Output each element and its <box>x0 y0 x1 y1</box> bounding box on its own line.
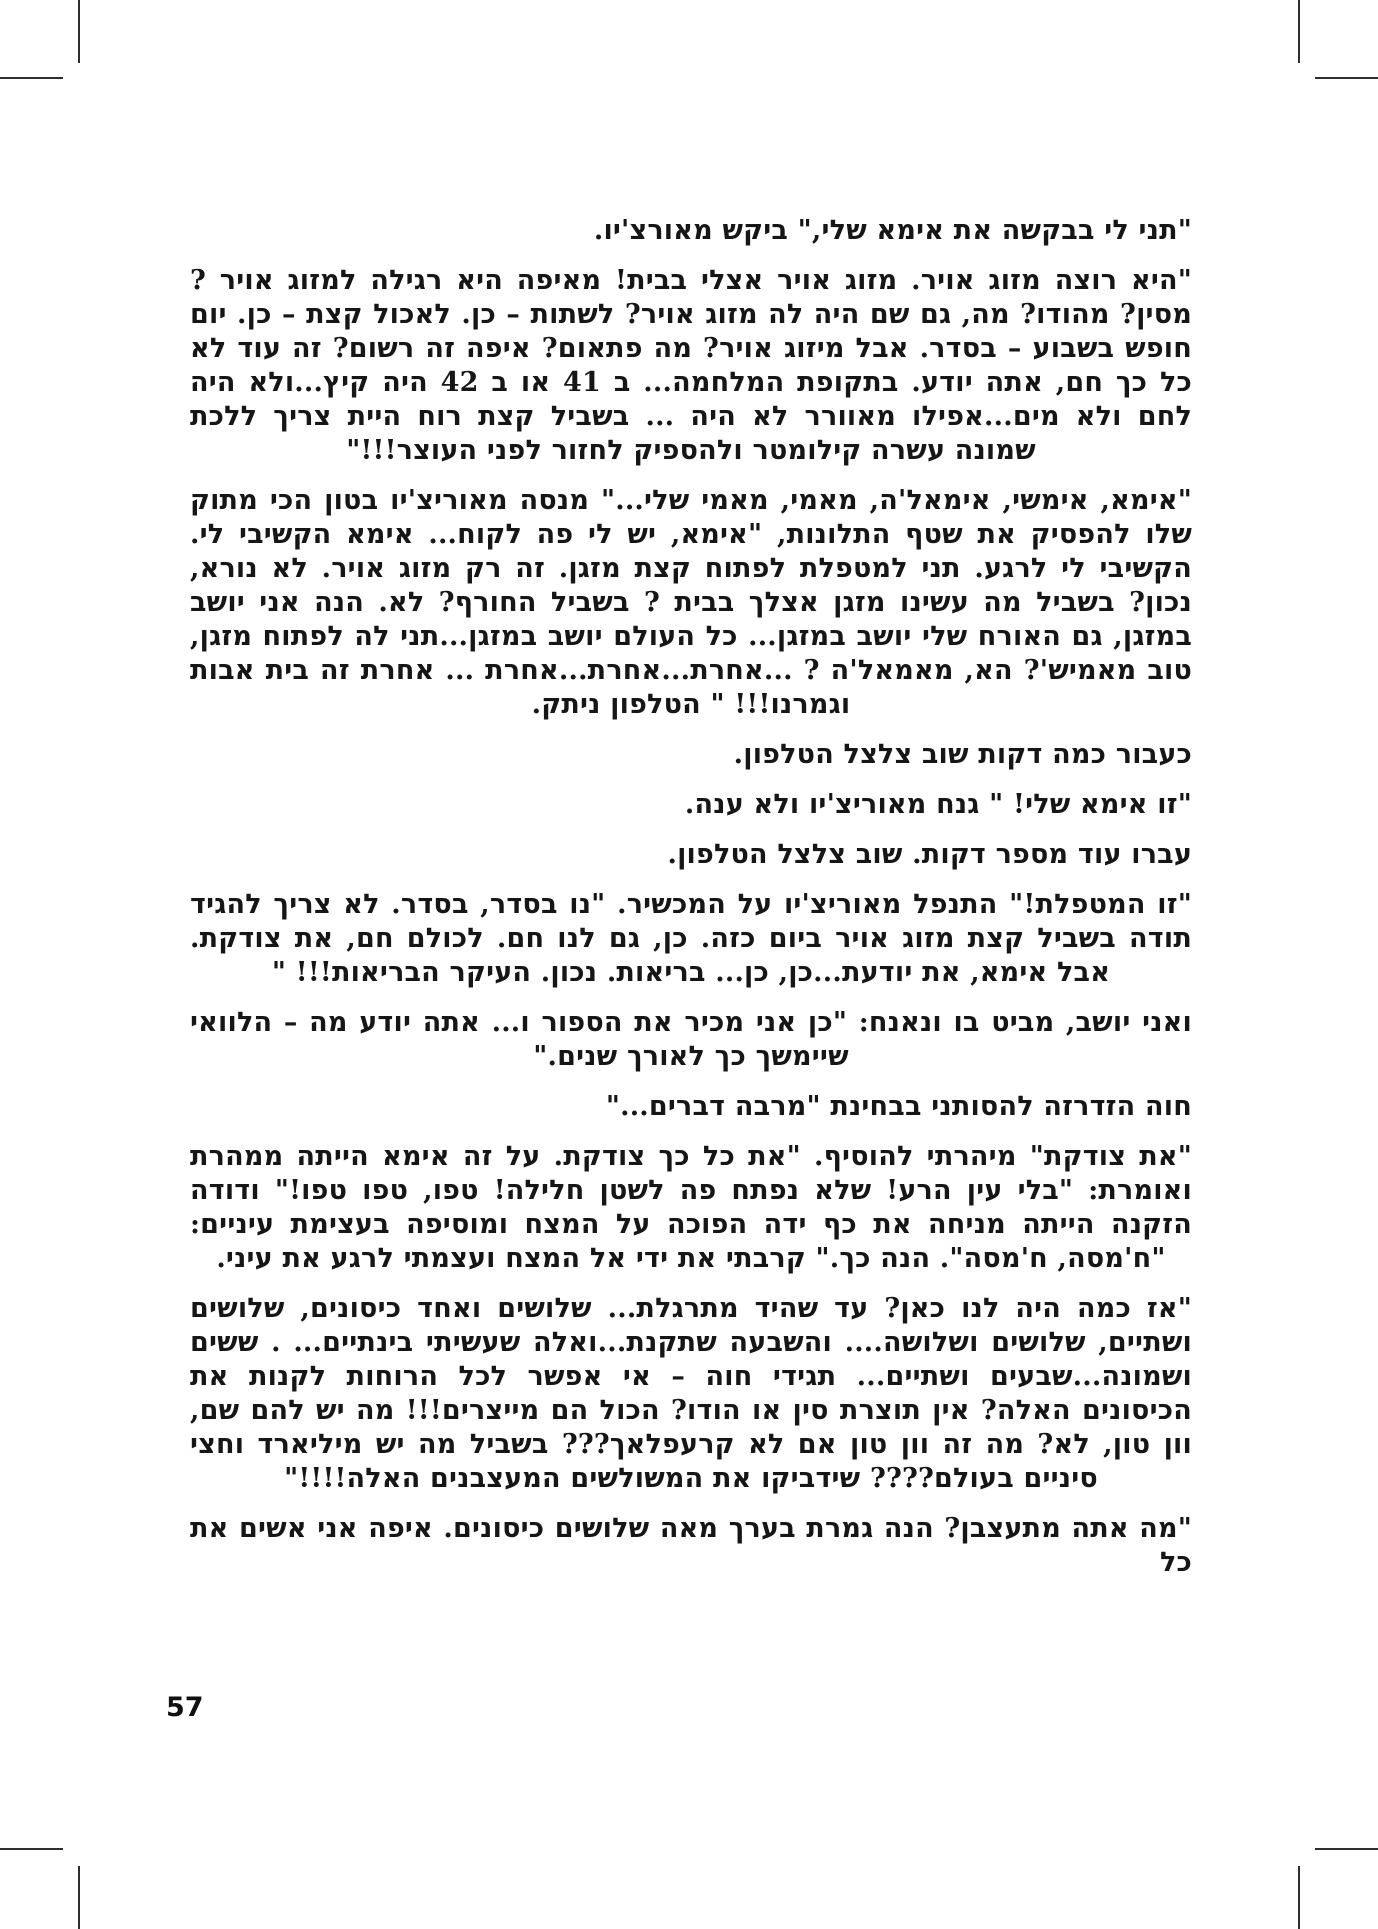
paragraph: "זו המטפלת!" התנפל מאוריצ'יו על המכשיר. "נו בסדר, בסדר. לא צריך להגיד תודה בשביל קצת מזוג אויר ביום כזה. כן, גם לנו חם. לכולם חם, את צודקת. אבל אימא, את יודעת...כן, כן... בריאות. נכון. העיקר הבריאות!!! " <box>190 889 1192 988</box>
paragraph: "את צודקת" מיהרתי להוסיף. "את כל כך צודקת. על זה אימא הייתה ממהרת ואומרת: "בלי עין הרע! שלא נפתח פה לשטן חלילה! טפו, טפו טפו!" ודודה הזקנה הייתה מניחה את כף ידה הפוכה על המצח ומוסיפה בעצימת עיניים: "ח'מסה, ח'מסה". הנה כך." קרבתי את ידי אל המצח ועצמתי לרגע את עיני. <box>190 1141 1192 1274</box>
paragraph: "מה אתה מתעצבן? הנה גמרת בערך מאה שלושים כיסונים. איפה אני אשים את כל <box>190 1513 1192 1578</box>
crop-mark-bottom-left-horizontal <box>0 1848 63 1850</box>
paragraph: ואני יושב, מביט בו ונאנח: "כן אני מכיר את הספור ו... אתה יודע מה – הלוואי שיימשך כך לאורך שנים." <box>190 1007 1192 1072</box>
paragraph: "היא רוצה מזוג אויר. מזוג אויר אצלי בבית! מאיפה היא רגילה למזוג אויר ? מסין? מהודו? מה, גם שם היה לה מזוג אויר? לשתות – כן. לאכול קצת – כן. יום חופש בשבוע – בסדר. אבל מיזוג אויר? מה פתאום? איפה זה רשום? זה עוד לא כל כך חם, אתה יודע. בתקופת המלחמה... ב 41 או ב 42 היה קיץ...ולא היה לחם ולא מים...אפילו מאוורר לא היה ... בשביל קצת רוח היית צריך ללכת שמונה עשרה קילומטר ולהספיק לחזור לפני העוצר!!!" <box>190 265 1192 466</box>
crop-mark-top-left-vertical <box>78 0 80 63</box>
page-text <box>190 214 1192 1596</box>
paragraph: "זו אימא שלי! " גנח מאוריצ'יו ולא ענה. <box>684 789 1192 820</box>
paragraph: "אימא, אימשי, אימאל'ה, מאמי, מאמי שלי..." מנסה מאוריצ'יו בטון הכי מתוק שלו להפסיק את שטף התלונות, "אימא, יש לי פה לקוח... אימא הקשיבי לי. הקשיבי לי לרגע. תני למטפלת לפתוח קצת מזגן. זה רק מזוג אויר. לא נורא, נכון? בשביל מה עשינו מזגן אצלך בבית ? בשביל החורף? לא. הנה אני יושב במזגן, גם האורח שלי יושב במזגן... כל העולם יושב במזגן...תני לה לפתוח מזגן, טוב מאמיש'? הא, מאמאל'ה ? ...אחרת...אחרת...אחרת ... אחרת זה בית אבות וגמרנו!!! " הטלפון ניתק. <box>190 485 1192 720</box>
crop-mark-top-right-vertical <box>1298 0 1300 63</box>
paragraph: כעבור כמה דקות שוב צלצל הטלפון. <box>733 739 1192 770</box>
paragraph: עברו עוד מספר דקות. שוב צלצל הטלפון. <box>667 839 1192 870</box>
crop-mark-bottom-left-vertical <box>78 1866 80 1929</box>
paragraph: "אז כמה היה לנו כאן? עד שהיד מתרגלת... שלושים ואחד כיסונים, שלושים ושתיים, שלושים ושלושה.... והשבעה שתקנת...ואלה שעשיתי בינתיים... . ששים ושמונה...שבעים ושתיים... תגידי חוה – אי אפשר לכל הרוחות לקנות את הכיסונים האלה? אין תוצרת סין או הודו? הכול הם מייצרים!!! מה יש להם שם, וון טון, לא? מה זה וון טון אם לא קרעפלאך??? בשביל מה יש מיליארד וחצי סיניים בעולם???? שידביקו את המשולשים המעצבנים האלה!!!!" <box>190 1293 1192 1494</box>
crop-mark-top-left-horizontal <box>0 77 63 79</box>
page-number: 57 <box>166 1692 204 1723</box>
crop-mark-top-right-horizontal <box>1315 77 1378 79</box>
paragraph: חוה הזדרזה להסותני בבחינת "מרבה דברים..." <box>605 1091 1192 1122</box>
paragraph: "תני לי בבקשה את אימא שלי," ביקש מאורצ'יו. <box>593 215 1192 246</box>
crop-mark-bottom-right-vertical <box>1298 1866 1300 1929</box>
crop-mark-bottom-right-horizontal <box>1315 1848 1378 1850</box>
